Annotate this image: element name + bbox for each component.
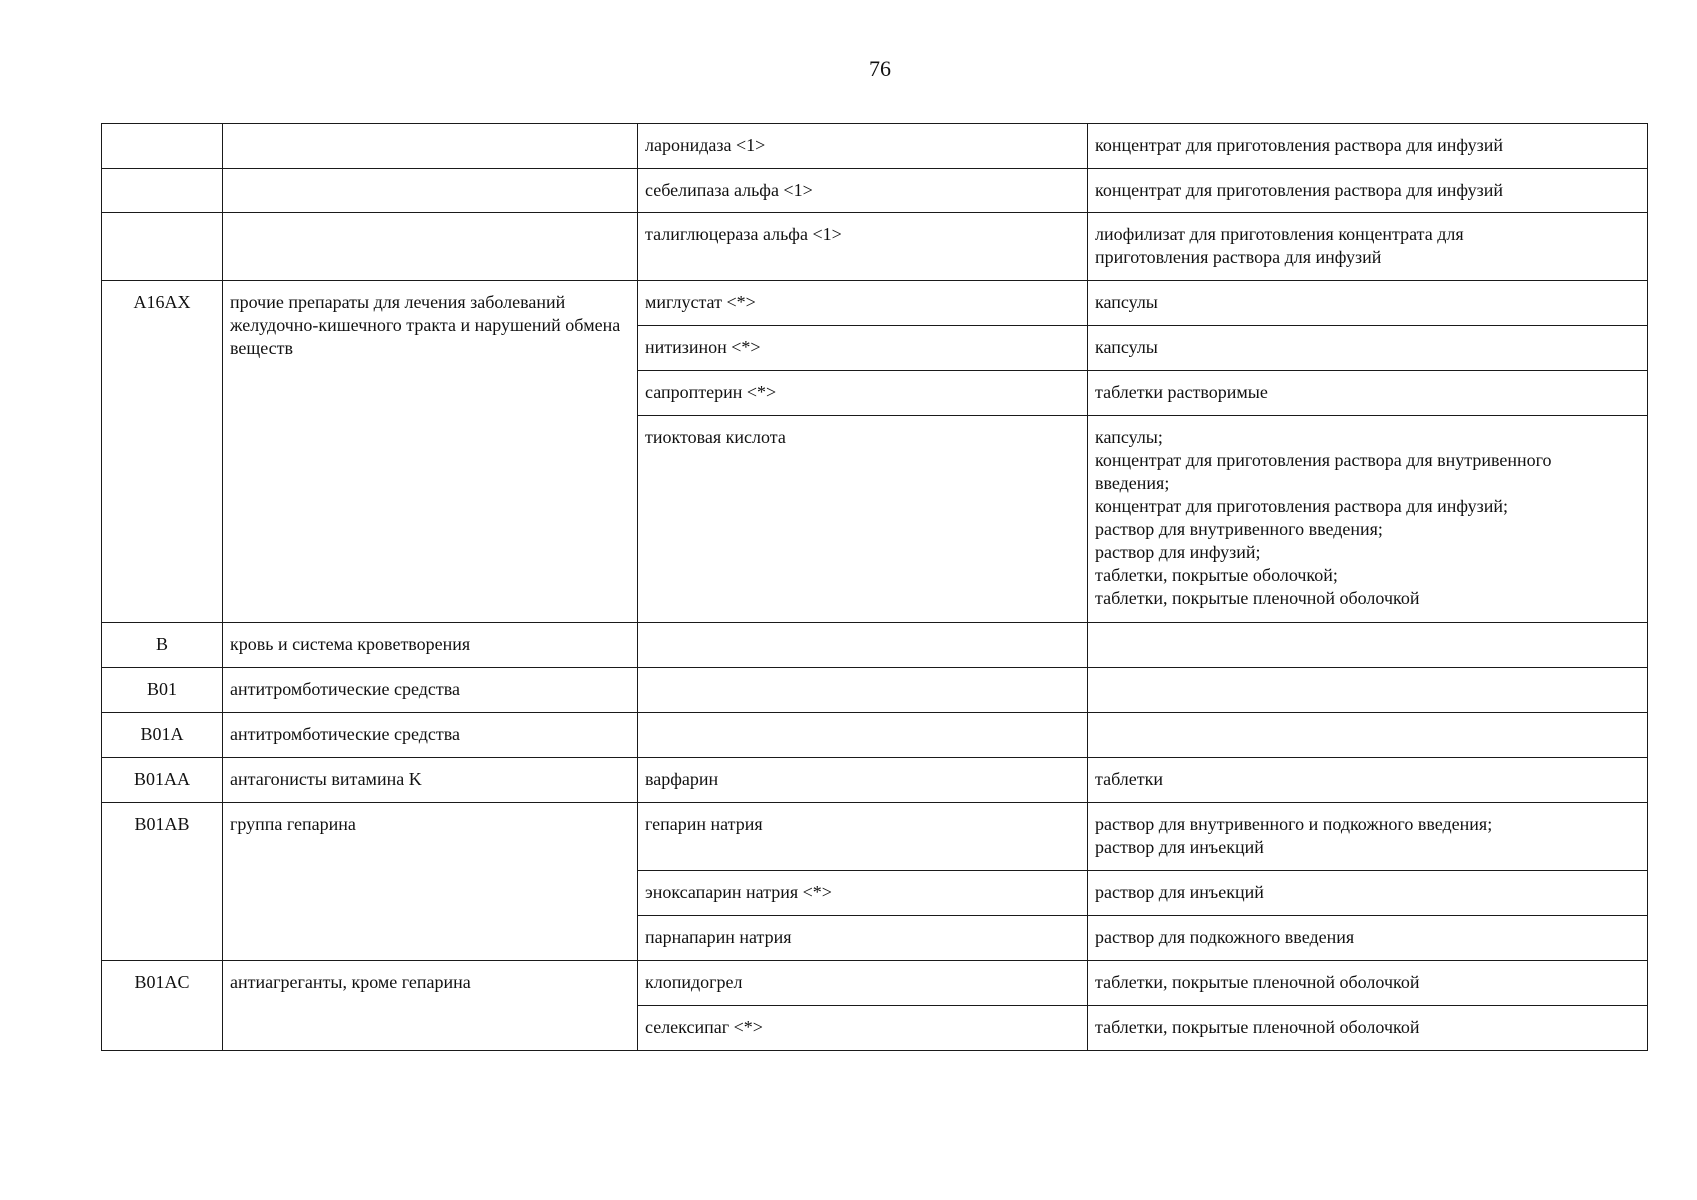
dosage-form: лиофилизат для приготовления концентрата для [1095, 224, 1464, 244]
atc-code-cell: B01AB [102, 803, 223, 961]
dosage-forms-cell [1088, 213, 1648, 281]
dosage-form: приготовления раствора для инфузий [1095, 247, 1382, 267]
table-row [102, 668, 1648, 713]
dosage-form: раствор для инъекций [1095, 837, 1264, 857]
atc-code-cell: B01 [102, 668, 223, 713]
dosage-forms-cell [1088, 713, 1648, 758]
table-row [102, 961, 1648, 1006]
table-row [102, 803, 1648, 871]
drug-name-cell: варфарин [638, 758, 1088, 803]
dosage-forms-cell [1088, 416, 1648, 623]
dosage-forms-cell [1088, 623, 1648, 668]
drug-name-cell [638, 713, 1088, 758]
drug-name-cell: сапроптерин <*> [638, 371, 1088, 416]
table-row [102, 169, 1648, 213]
dosage-forms-cell [1088, 668, 1648, 713]
dosage-forms-cell [1088, 758, 1648, 803]
page-number: 76 [869, 56, 891, 81]
drug-name-cell: себелипаза альфа <1> [638, 169, 1088, 213]
atc-code-cell [102, 213, 223, 281]
group-cell: антиагреганты, кроме гепарина [223, 961, 638, 1051]
drug-name-cell: клопидогрел [638, 961, 1088, 1006]
drug-name-cell: миглустат <*> [638, 281, 1088, 326]
table-row [102, 124, 1648, 169]
dosage-form: раствор для внутривенного и подкожного введения; [1095, 814, 1493, 834]
drug-name-cell: ларонидаза <1> [638, 124, 1088, 169]
atc-code-cell: B01AC [102, 961, 223, 1051]
drug-table [101, 123, 1648, 1051]
drug-name-cell: селексипаг <*> [638, 1006, 1088, 1051]
dosage-forms-cell [1088, 961, 1648, 1006]
dosage-forms-cell [1088, 326, 1648, 371]
dosage-forms-cell [1088, 803, 1648, 871]
dosage-form: раствор для инфузий; [1095, 542, 1261, 562]
dosage-forms-cell [1088, 916, 1648, 961]
atc-code-cell [102, 169, 223, 213]
dosage-forms-cell [1088, 124, 1648, 169]
group-cell: кровь и система кроветворения [223, 623, 638, 668]
atc-code-cell: B01AA [102, 758, 223, 803]
group-cell: антитромботические средства [223, 713, 638, 758]
dosage-form: концентрат для приготовления раствора для инфузий [1095, 135, 1503, 155]
dosage-form: таблетки растворимые [1095, 382, 1268, 402]
dosage-form: концентрат для приготовления раствора для инфузий; [1095, 496, 1508, 516]
drug-name-cell: эноксапарин натрия <*> [638, 871, 1088, 916]
group-cell [223, 213, 638, 281]
table-row [102, 623, 1648, 668]
drug-name-cell [638, 668, 1088, 713]
dosage-form: капсулы [1095, 292, 1158, 312]
table-row [102, 758, 1648, 803]
drug-name-cell: талиглюцераза альфа <1> [638, 213, 1088, 281]
drug-name-cell: тиоктовая кислота [638, 416, 1088, 623]
dosage-form: введения; [1095, 473, 1170, 493]
dosage-form: раствор для внутривенного введения; [1095, 519, 1383, 539]
drug-name-cell [638, 623, 1088, 668]
drug-name-cell: гепарин натрия [638, 803, 1088, 871]
drug-name-cell: парнапарин натрия [638, 916, 1088, 961]
group-cell: группа гепарина [223, 803, 638, 961]
group-cell [223, 124, 638, 169]
dosage-form: таблетки, покрытые пленочной оболочкой [1095, 588, 1420, 608]
atc-code-cell: A16AX [102, 281, 223, 623]
drug-name-cell: нитизинон <*> [638, 326, 1088, 371]
dosage-forms-cell [1088, 169, 1648, 213]
atc-code-cell: B01A [102, 713, 223, 758]
dosage-form: таблетки, покрытые оболочкой; [1095, 565, 1338, 585]
dosage-form: концентрат для приготовления раствора для инфузий [1095, 180, 1503, 200]
dosage-form: раствор для инъекций [1095, 882, 1264, 902]
dosage-forms-cell [1088, 371, 1648, 416]
dosage-form: таблетки [1095, 769, 1164, 789]
atc-code-cell: B [102, 623, 223, 668]
group-cell: прочие препараты для лечения заболеваний желудочно-кишечного тракта и нарушений обмена веществ [223, 281, 638, 623]
dosage-forms-cell [1088, 871, 1648, 916]
atc-code-cell [102, 124, 223, 169]
group-cell [223, 169, 638, 213]
table-row [102, 281, 1648, 326]
dosage-form: капсулы [1095, 337, 1158, 357]
table-row [102, 213, 1648, 281]
dosage-forms-cell [1088, 1006, 1648, 1051]
group-cell: антагонисты витамина K [223, 758, 638, 803]
dosage-form: концентрат для приготовления раствора для внутривенного [1095, 450, 1552, 470]
group-cell: антитромботические средства [223, 668, 638, 713]
dosage-form: капсулы; [1095, 427, 1163, 447]
dosage-form: таблетки, покрытые пленочной оболочкой [1095, 972, 1420, 992]
table-row [102, 713, 1648, 758]
dosage-form: таблетки, покрытые пленочной оболочкой [1095, 1017, 1420, 1037]
dosage-forms-cell [1088, 281, 1648, 326]
dosage-form: раствор для подкожного введения [1095, 927, 1355, 947]
